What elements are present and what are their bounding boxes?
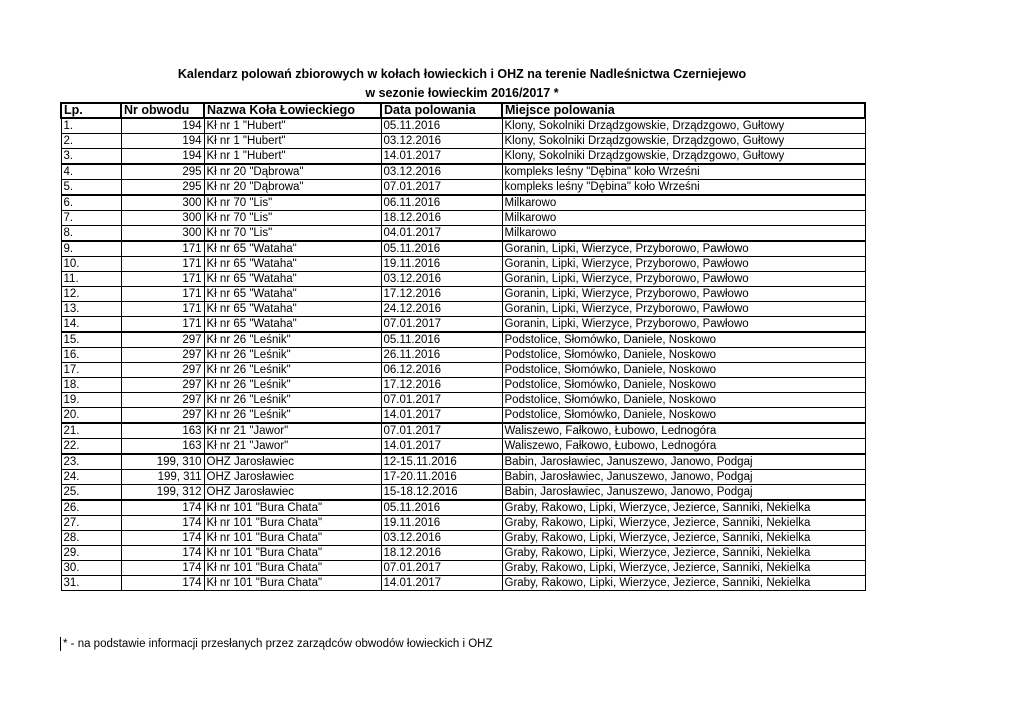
table-row xyxy=(61,423,865,439)
cell-lp: 3. xyxy=(61,149,121,165)
table-row xyxy=(61,302,865,317)
cell-miejsce-polowania: Milkarowo xyxy=(502,211,865,226)
cell-nazwa-kola: Kł nr 65 "Wataha" xyxy=(204,241,381,257)
cell-nr-obwodu: 174 xyxy=(121,500,204,516)
cell-miejsce-polowania: Graby, Rakowo, Lipki, Wierzyce, Jezierce, Sanniki, Nekielka xyxy=(502,546,865,561)
cell-lp: 17. xyxy=(61,363,121,378)
cell-nr-obwodu: 174 xyxy=(121,531,204,546)
cell-nazwa-kola: Kł nr 1 "Hubert" xyxy=(204,134,381,149)
cell-nr-obwodu: 163 xyxy=(121,439,204,455)
header-nazwa-kola: Nazwa Koła Łowieckiego xyxy=(204,103,381,118)
table-row xyxy=(61,470,865,485)
cell-nr-obwodu: 174 xyxy=(121,546,204,561)
cell-miejsce-polowania: Milkarowo xyxy=(502,195,865,211)
cell-nazwa-kola: Kł nr 70 "Lis" xyxy=(204,211,381,226)
cell-lp: 7. xyxy=(61,211,121,226)
cell-lp: 19. xyxy=(61,393,121,408)
cell-miejsce-polowania: Klony, Sokolniki Drządzgowskie, Drządzgowo, Gułtowy xyxy=(502,118,865,134)
table-row xyxy=(61,195,865,211)
cell-nazwa-kola: Kł nr 101 "Bura Chata" xyxy=(204,561,381,576)
cell-nazwa-kola: Kł nr 70 "Lis" xyxy=(204,226,381,242)
table-row xyxy=(61,272,865,287)
table-row xyxy=(61,363,865,378)
cell-lp: 21. xyxy=(61,423,121,439)
cell-data-polowania: 18.12.2016 xyxy=(381,211,502,226)
cell-data-polowania: 19.11.2016 xyxy=(381,516,502,531)
cell-nazwa-kola: Kł nr 65 "Wataha" xyxy=(204,317,381,333)
cell-miejsce-polowania: Podstolice, Słomówko, Daniele, Noskowo xyxy=(502,393,865,408)
cell-lp: 25. xyxy=(61,485,121,501)
cell-miejsce-polowania: Goranin, Lipki, Wierzyce, Przyborowo, Pawłowo xyxy=(502,302,865,317)
cell-data-polowania: 05.11.2016 xyxy=(381,118,502,134)
cell-miejsce-polowania: Waliszewo, Fałkowo, Łubowo, Lednogóra xyxy=(502,439,865,455)
cell-data-polowania: 12-15.11.2016 xyxy=(381,454,502,470)
cell-nr-obwodu: 171 xyxy=(121,302,204,317)
table-row xyxy=(61,317,865,333)
cell-lp: 16. xyxy=(61,348,121,363)
cell-nazwa-kola: Kł nr 101 "Bura Chata" xyxy=(204,500,381,516)
cell-data-polowania: 03.12.2016 xyxy=(381,164,502,180)
cell-lp: 23. xyxy=(61,454,121,470)
cell-nr-obwodu: 199, 310 xyxy=(121,454,204,470)
cell-nr-obwodu: 199, 312 xyxy=(121,485,204,501)
cell-data-polowania: 06.12.2016 xyxy=(381,363,502,378)
cell-lp: 27. xyxy=(61,516,121,531)
cell-miejsce-polowania: Graby, Rakowo, Lipki, Wierzyce, Jezierce, Sanniki, Nekielka xyxy=(502,576,865,591)
table-row xyxy=(61,118,865,134)
cell-data-polowania: 07.01.2017 xyxy=(381,317,502,333)
header-nr-obwodu: Nr obwodu xyxy=(121,103,204,118)
cell-nr-obwodu: 171 xyxy=(121,287,204,302)
table-row xyxy=(61,516,865,531)
cell-nazwa-kola: OHZ Jarosławiec xyxy=(204,485,381,501)
cell-lp: 6. xyxy=(61,195,121,211)
cell-nazwa-kola: Kł nr 26 "Leśnik" xyxy=(204,348,381,363)
cell-nazwa-kola: OHZ Jarosławiec xyxy=(204,454,381,470)
cell-lp: 20. xyxy=(61,408,121,424)
cell-nr-obwodu: 194 xyxy=(121,149,204,165)
cell-data-polowania: 17-20.11.2016 xyxy=(381,470,502,485)
cell-lp: 9. xyxy=(61,241,121,257)
cell-miejsce-polowania: Babin, Jarosławiec, Januszewo, Janowo, Podgaj xyxy=(502,470,865,485)
cell-nazwa-kola: OHZ Jarosławiec xyxy=(204,470,381,485)
cell-miejsce-polowania: Babin, Jarosławiec, Januszewo, Janowo, Podgaj xyxy=(502,485,865,501)
hunting-calendar-table xyxy=(60,102,866,591)
cell-nazwa-kola: Kł nr 26 "Leśnik" xyxy=(204,393,381,408)
table-row xyxy=(61,576,865,591)
document-title: Kalendarz polowań zbiorowych w kołach łowieckich i OHZ na terenie Nadleśnictwa Czerniejewo xyxy=(177,67,747,81)
cell-miejsce-polowania: Podstolice, Słomówko, Daniele, Noskowo xyxy=(502,408,865,424)
cell-nr-obwodu: 297 xyxy=(121,393,204,408)
footnote: * - na podstawie informacji przesłanych przez zarządców obwodów łowieckich i OHZ xyxy=(60,637,497,651)
table-row xyxy=(61,378,865,393)
cell-data-polowania: 14.01.2017 xyxy=(381,439,502,455)
cell-miejsce-polowania: Podstolice, Słomówko, Daniele, Noskowo xyxy=(502,378,865,393)
table-row xyxy=(61,393,865,408)
cell-lp: 1. xyxy=(61,118,121,134)
cell-miejsce-polowania: Goranin, Lipki, Wierzyce, Przyborowo, Pawłowo xyxy=(502,272,865,287)
cell-lp: 12. xyxy=(61,287,121,302)
table-row xyxy=(61,332,865,348)
cell-nr-obwodu: 297 xyxy=(121,348,204,363)
cell-data-polowania: 14.01.2017 xyxy=(381,149,502,165)
table-row xyxy=(61,180,865,196)
cell-miejsce-polowania: Klony, Sokolniki Drządzgowskie, Drządzgowo, Gułtowy xyxy=(502,134,865,149)
cell-data-polowania: 17.12.2016 xyxy=(381,378,502,393)
cell-lp: 14. xyxy=(61,317,121,333)
cell-nr-obwodu: 174 xyxy=(121,516,204,531)
cell-nazwa-kola: Kł nr 26 "Leśnik" xyxy=(204,378,381,393)
cell-nr-obwodu: 199, 311 xyxy=(121,470,204,485)
cell-miejsce-polowania: Podstolice, Słomówko, Daniele, Noskowo xyxy=(502,348,865,363)
cell-miejsce-polowania: Goranin, Lipki, Wierzyce, Przyborowo, Pawłowo xyxy=(502,257,865,272)
cell-nr-obwodu: 300 xyxy=(121,211,204,226)
cell-miejsce-polowania: Goranin, Lipki, Wierzyce, Przyborowo, Pawłowo xyxy=(502,241,865,257)
cell-miejsce-polowania: Milkarowo xyxy=(502,226,865,242)
table-row xyxy=(61,454,865,470)
cell-nazwa-kola: Kł nr 20 "Dąbrowa" xyxy=(204,164,381,180)
cell-miejsce-polowania: Graby, Rakowo, Lipki, Wierzyce, Jezierce, Sanniki, Nekielka xyxy=(502,561,865,576)
cell-data-polowania: 05.11.2016 xyxy=(381,241,502,257)
cell-data-polowania: 06.11.2016 xyxy=(381,195,502,211)
table-row xyxy=(61,531,865,546)
cell-data-polowania: 17.12.2016 xyxy=(381,287,502,302)
cell-nr-obwodu: 194 xyxy=(121,118,204,134)
cell-data-polowania: 05.11.2016 xyxy=(381,332,502,348)
cell-lp: 24. xyxy=(61,470,121,485)
cell-data-polowania: 18.12.2016 xyxy=(381,546,502,561)
cell-nazwa-kola: Kł nr 1 "Hubert" xyxy=(204,149,381,165)
cell-lp: 18. xyxy=(61,378,121,393)
table-body xyxy=(61,118,865,591)
cell-lp: 30. xyxy=(61,561,121,576)
cell-nr-obwodu: 171 xyxy=(121,257,204,272)
cell-nazwa-kola: Kł nr 65 "Wataha" xyxy=(204,302,381,317)
cell-nazwa-kola: Kł nr 26 "Leśnik" xyxy=(204,408,381,424)
header-data-polowania: Data polowania xyxy=(381,103,502,118)
table-row xyxy=(61,241,865,257)
table-row xyxy=(61,287,865,302)
table-row xyxy=(61,561,865,576)
cell-nazwa-kola: Kł nr 1 "Hubert" xyxy=(204,118,381,134)
cell-lp: 28. xyxy=(61,531,121,546)
cell-miejsce-polowania: Waliszewo, Fałkowo, Łubowo, Lednogóra xyxy=(502,423,865,439)
cell-nr-obwodu: 174 xyxy=(121,561,204,576)
cell-lp: 22. xyxy=(61,439,121,455)
cell-miejsce-polowania: kompleks leśny "Dębina" koło Wrześni xyxy=(502,164,865,180)
cell-data-polowania: 26.11.2016 xyxy=(381,348,502,363)
cell-data-polowania: 07.01.2017 xyxy=(381,561,502,576)
cell-miejsce-polowania: kompleks leśny "Dębina" koło Wrześni xyxy=(502,180,865,196)
cell-lp: 2. xyxy=(61,134,121,149)
cell-data-polowania: 15-18.12.2016 xyxy=(381,485,502,501)
header-miejsce-polowania: Miejsce polowania xyxy=(502,103,865,118)
cell-data-polowania: 14.01.2017 xyxy=(381,408,502,424)
cell-nr-obwodu: 174 xyxy=(121,576,204,591)
cell-nr-obwodu: 295 xyxy=(121,180,204,196)
cell-miejsce-polowania: Graby, Rakowo, Lipki, Wierzyce, Jezierce, Sanniki, Nekielka xyxy=(502,500,865,516)
table-row xyxy=(61,257,865,272)
cell-miejsce-polowania: Graby, Rakowo, Lipki, Wierzyce, Jezierce, Sanniki, Nekielka xyxy=(502,531,865,546)
cell-nr-obwodu: 300 xyxy=(121,195,204,211)
cell-data-polowania: 24.12.2016 xyxy=(381,302,502,317)
header-lp: Lp. xyxy=(61,103,121,118)
cell-lp: 10. xyxy=(61,257,121,272)
cell-nazwa-kola: Kł nr 101 "Bura Chata" xyxy=(204,516,381,531)
cell-data-polowania: 07.01.2017 xyxy=(381,180,502,196)
cell-data-polowania: 03.12.2016 xyxy=(381,531,502,546)
cell-lp: 15. xyxy=(61,332,121,348)
cell-lp: 5. xyxy=(61,180,121,196)
table-row xyxy=(61,408,865,424)
table-row xyxy=(61,164,865,180)
cell-miejsce-polowania: Podstolice, Słomówko, Daniele, Noskowo xyxy=(502,363,865,378)
table-row xyxy=(61,500,865,516)
cell-nazwa-kola: Kł nr 21 "Jawor" xyxy=(204,439,381,455)
table-row xyxy=(61,226,865,242)
cell-nazwa-kola: Kł nr 21 "Jawor" xyxy=(204,423,381,439)
cell-nr-obwodu: 297 xyxy=(121,378,204,393)
cell-data-polowania: 19.11.2016 xyxy=(381,257,502,272)
table-row xyxy=(61,149,865,165)
table-row xyxy=(61,134,865,149)
cell-data-polowania: 03.12.2016 xyxy=(381,134,502,149)
cell-nazwa-kola: Kł nr 65 "Wataha" xyxy=(204,272,381,287)
cell-nr-obwodu: 300 xyxy=(121,226,204,242)
cell-nazwa-kola: Kł nr 101 "Bura Chata" xyxy=(204,546,381,561)
cell-data-polowania: 07.01.2017 xyxy=(381,423,502,439)
cell-miejsce-polowania: Babin, Jarosławiec, Januszewo, Janowo, Podgaj xyxy=(502,454,865,470)
cell-nazwa-kola: Kł nr 65 "Wataha" xyxy=(204,287,381,302)
cell-nr-obwodu: 194 xyxy=(121,134,204,149)
table-row xyxy=(61,485,865,501)
document-subtitle: w sezonie łowieckim 2016/2017 * xyxy=(365,86,559,100)
cell-nr-obwodu: 171 xyxy=(121,317,204,333)
cell-lp: 4. xyxy=(61,164,121,180)
cell-miejsce-polowania: Klony, Sokolniki Drządzgowskie, Drządzgowo, Gułtowy xyxy=(502,149,865,165)
cell-nr-obwodu: 297 xyxy=(121,408,204,424)
cell-lp: 26. xyxy=(61,500,121,516)
cell-nr-obwodu: 297 xyxy=(121,332,204,348)
cell-nr-obwodu: 163 xyxy=(121,423,204,439)
cell-data-polowania: 14.01.2017 xyxy=(381,576,502,591)
cell-nazwa-kola: Kł nr 101 "Bura Chata" xyxy=(204,531,381,546)
cell-data-polowania: 04.01.2017 xyxy=(381,226,502,242)
cell-data-polowania: 05.11.2016 xyxy=(381,500,502,516)
cell-miejsce-polowania: Podstolice, Słomówko, Daniele, Noskowo xyxy=(502,332,865,348)
cell-nr-obwodu: 295 xyxy=(121,164,204,180)
cell-miejsce-polowania: Goranin, Lipki, Wierzyce, Przyborowo, Pawłowo xyxy=(502,287,865,302)
table-row xyxy=(61,348,865,363)
cell-nazwa-kola: Kł nr 26 "Leśnik" xyxy=(204,363,381,378)
table-row xyxy=(61,439,865,455)
cell-lp: 11. xyxy=(61,272,121,287)
table-row xyxy=(61,211,865,226)
table-header-row xyxy=(61,103,865,118)
cell-nazwa-kola: Kł nr 101 "Bura Chata" xyxy=(204,576,381,591)
cell-lp: 13. xyxy=(61,302,121,317)
cell-nr-obwodu: 171 xyxy=(121,272,204,287)
cell-nr-obwodu: 297 xyxy=(121,363,204,378)
cell-nr-obwodu: 171 xyxy=(121,241,204,257)
cell-lp: 29. xyxy=(61,546,121,561)
cell-miejsce-polowania: Graby, Rakowo, Lipki, Wierzyce, Jezierce, Sanniki, Nekielka xyxy=(502,516,865,531)
cell-data-polowania: 07.01.2017 xyxy=(381,393,502,408)
cell-nazwa-kola: Kł nr 70 "Lis" xyxy=(204,195,381,211)
cell-nazwa-kola: Kł nr 20 "Dąbrowa" xyxy=(204,180,381,196)
cell-lp: 31. xyxy=(61,576,121,591)
cell-nazwa-kola: Kł nr 65 "Wataha" xyxy=(204,257,381,272)
table-row xyxy=(61,546,865,561)
cell-lp: 8. xyxy=(61,226,121,242)
cell-miejsce-polowania: Goranin, Lipki, Wierzyce, Przyborowo, Pawłowo xyxy=(502,317,865,333)
cell-data-polowania: 03.12.2016 xyxy=(381,272,502,287)
cell-nazwa-kola: Kł nr 26 "Leśnik" xyxy=(204,332,381,348)
